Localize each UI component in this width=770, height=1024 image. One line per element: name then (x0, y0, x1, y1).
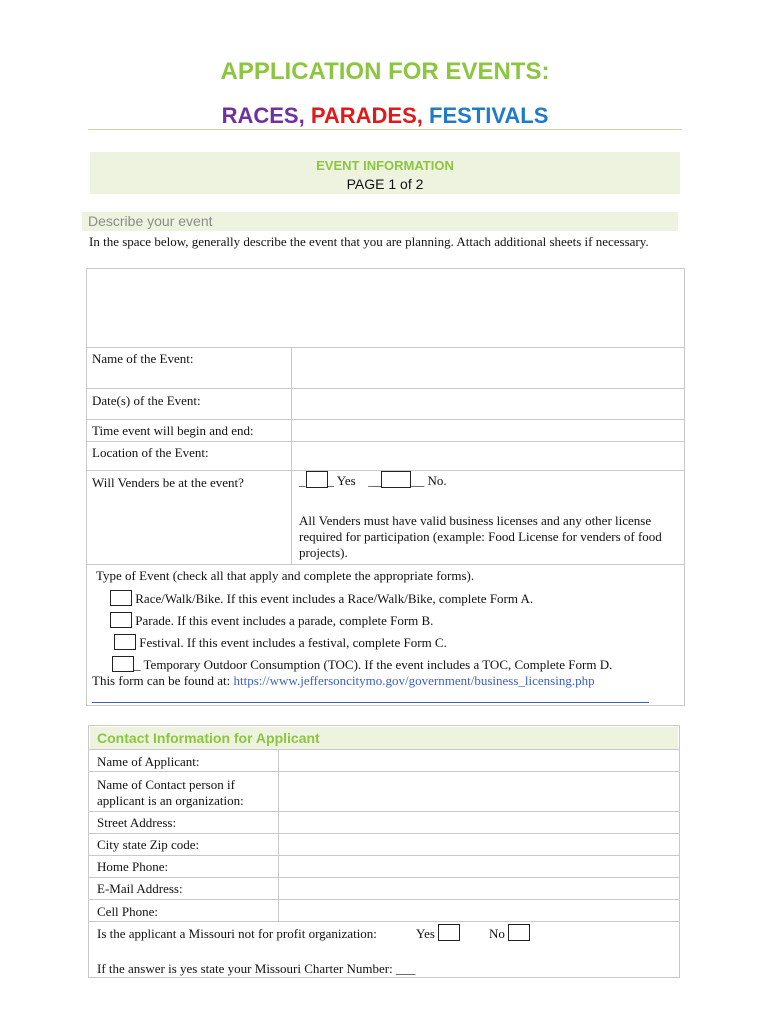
nonprofit-yes (416, 924, 460, 942)
festival-label: Festival. If this event includes a festival, complete Form C. (139, 635, 447, 650)
event-information-banner (90, 152, 680, 194)
page-indicator: PAGE 1 of 2 (346, 176, 424, 192)
cell-phone-input[interactable] (280, 901, 678, 920)
nonprofit-question: Is the applicant a Missouri not for profit organization: (97, 926, 377, 941)
nonprofit-yes-checkbox[interactable] (438, 924, 460, 941)
event-type-festival (114, 634, 447, 651)
venders-yes-label: _ Yes (327, 473, 356, 488)
venders-license-note: All Venders must have valid business licenses and any other license required for participation (example: Food License for venders of food projects). (299, 513, 662, 560)
venders-label: Will Venders be at the event? (92, 475, 244, 490)
city-state-zip-label: City state Zip code: (97, 837, 200, 852)
event-location-label: Location of the Event: (92, 445, 209, 460)
cell-phone-label: Cell Phone: (97, 904, 159, 919)
venders-no-prefix: __ (368, 473, 382, 488)
nonprofit-no-label: No (489, 926, 505, 941)
venders-yes-prefix: _ (299, 473, 306, 488)
contact-person-label: Name of Contact person if applicant is an organization: (97, 777, 244, 808)
street-address-input[interactable] (280, 813, 678, 832)
applicant-name-label: Name of Applicant: (97, 754, 200, 769)
festival-checkbox[interactable] (114, 634, 136, 650)
event-dates-input[interactable] (293, 390, 683, 418)
email-label: E-Mail Address: (97, 881, 183, 896)
city-state-zip-input[interactable] (280, 835, 678, 854)
race-checkbox[interactable] (110, 590, 132, 606)
nonprofit-no (489, 924, 530, 942)
parade-checkbox[interactable] (110, 612, 132, 628)
subtitle-parades: PARADES, (310, 103, 423, 128)
event-description-input[interactable] (88, 270, 683, 346)
contact-section-heading: Contact Information for Applicant (90, 727, 678, 749)
event-location-input[interactable] (293, 443, 683, 469)
event-name-label: Name of the Event: (92, 351, 194, 366)
home-phone-input[interactable] (280, 857, 678, 876)
street-address-label: Street Address: (97, 815, 177, 830)
venders-no-label: __ No. (411, 473, 447, 488)
event-type-toc (112, 656, 612, 673)
nonprofit-no-checkbox[interactable] (508, 924, 530, 941)
event-time-input[interactable] (293, 421, 683, 440)
race-label: Race/Walk/Bike. If this event includes a Race/Walk/Bike, complete Form A. (135, 591, 534, 606)
event-type-parade (110, 612, 433, 629)
venders-options (299, 471, 447, 489)
business-licensing-link[interactable]: https://www.jeffersoncitymo.gov/government/business_licensing.php (233, 673, 595, 688)
venders-yes-checkbox[interactable] (306, 471, 328, 488)
email-input[interactable] (280, 879, 678, 898)
subtitle-festivals: FESTIVALS (429, 103, 549, 128)
event-type-heading: Type of Event (check all that apply and complete the appropriate forms). (96, 568, 475, 583)
form-title: APPLICATION FOR EVENTS: (220, 58, 550, 85)
subtitle-races: RACES, (221, 103, 305, 128)
parade-label: Parade. If this event includes a parade, complete Form B. (135, 613, 434, 628)
form-location-text: This form can be found at: (92, 673, 234, 688)
contact-person-input[interactable] (280, 773, 678, 810)
event-name-input[interactable] (293, 349, 683, 387)
toc-label: _ Temporary Outdoor Consumption (TOC). If the event includes a TOC, Complete Form D. (134, 657, 613, 672)
event-type-race (110, 590, 533, 607)
charter-number-line: If the answer is yes state your Missouri Charter Number: ___ (97, 961, 416, 976)
nonprofit-yes-label: Yes (416, 926, 435, 941)
describe-instructions: In the space below, generally describe the event that you are planning. Attach additional sheets if necessary. (89, 234, 649, 249)
event-dates-label: Date(s) of the Event: (92, 393, 201, 408)
describe-section-heading: Describe your event (82, 212, 678, 231)
applicant-name-input[interactable] (280, 751, 678, 770)
venders-no-checkbox[interactable] (381, 471, 411, 488)
toc-checkbox[interactable] (112, 656, 134, 672)
form-location-line (92, 673, 595, 689)
home-phone-label: Home Phone: (97, 859, 169, 874)
form-subtitle (0, 103, 770, 129)
title-divider (88, 129, 682, 130)
event-information-heading: EVENT INFORMATION (316, 158, 454, 173)
event-time-label: Time event will begin and end: (92, 423, 254, 438)
